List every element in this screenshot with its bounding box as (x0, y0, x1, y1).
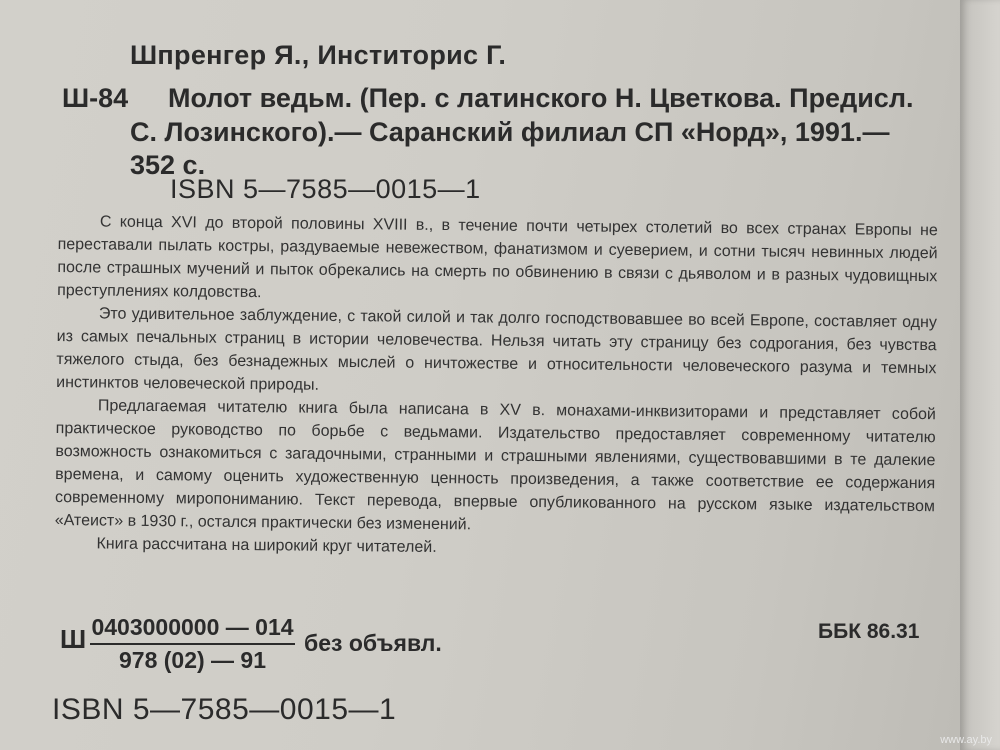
imprint-fraction (90, 614, 295, 674)
bibliographic-line-3: 352 с. (130, 150, 206, 180)
watermark: www.ay.by (940, 734, 992, 746)
imprint-letter: Ш (60, 624, 87, 654)
bibliographic-line-2: С. Лозинского).— Саранский филиал СП «Норд», 1991.— (130, 117, 890, 147)
imprint-numerator: 0403000000 — 014 (90, 614, 295, 645)
annotation-paragraph: Книга рассчитана на широкий круг читателей. (96, 535, 437, 556)
annotation-paragraph: С конца XVI до второй половины XVIII в., в течение почти четырех столетий во всех странах Европы не переставали пылать костры, раздуваемые невежеством, фанатизмом и суеверием, и сотни тысяч невинных людей после страшных мучений и пыток обрекались на смерть по обвинению в связи с дьяволом и в разных чудовищных преступлениях колдовства. (57, 213, 938, 302)
isbn-header: ISBN 5—7585—0015—1 (170, 174, 481, 204)
classification-code: Ш-84 (62, 83, 129, 113)
imprint-denominator: 978 (02) — 91 (118, 647, 267, 673)
isbn-footer: ISBN 5—7585—0015—1 (52, 693, 397, 726)
bbk-code: ББК 86.31 (818, 620, 920, 643)
annotation-paragraph: Это удивительное заблуждение, с такой силой и так долго господствовавшее во всей Европе, составляет одну из самых печальных страниц в истории человечества. Нельзя читать эту страницу без содрогания, без чувства тяжелого стыда, без безнадежных мыслей о ничтожестве и относительности человеческого разума и темных инстинктов человеческой природы. (56, 305, 937, 394)
annotation-paragraph: Предлагаемая читателю книга была написана в XV в. монахами-инквизиторами и представляет собой практическое руководство по борьбе с ведьмами. Издательство предоставляет современному читателю возможность ознакомиться с загадочными, странными и страшными явлениями, существовавшими в те далекие времена, и самому оценить художественную ценность произведения, а также соответствие ее содержания современному миропониманию. Текст перевода, впервые опубликованного на русском языке издательством «Атеист» в 1930 г., остался практически без изменений. (54, 397, 936, 534)
authors: Шпренгер Я., Инститорис Г. (130, 40, 507, 70)
bibliographic-line-1: Молот ведьм. (Пер. с латинского Н. Цветкова. Предисл. (168, 83, 914, 113)
page-edge (960, 0, 1000, 750)
annotation (54, 210, 938, 564)
no-ad-note: без объявл. (304, 630, 442, 656)
